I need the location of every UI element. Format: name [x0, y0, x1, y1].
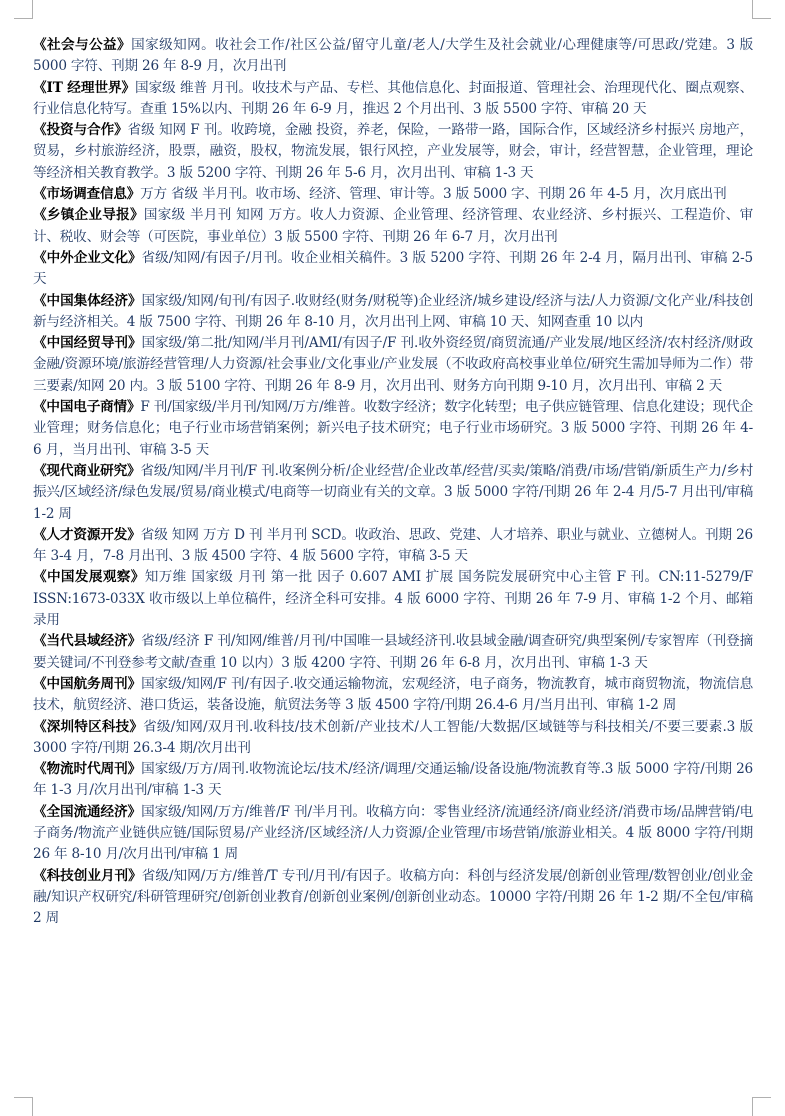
journal-title: 《全国流通经济》 [33, 803, 142, 820]
journal-entry [33, 205, 753, 248]
journal-title: 《中国经贸导刊》 [33, 335, 142, 352]
journal-title: 《人才资源开发》 [33, 526, 141, 543]
journal-entry [33, 631, 753, 674]
journal-description: 省级/经济 F 刊/知网/维普/月刊/中国唯一县域经济刊.收县域金融/调查研究/典型案例/专家智库（刊登摘要关键词/不刊登参考文献/查重 10 以内）3 版 4200 字符、刊期 26 年 6-8 月，次月出刊、审稿 1-3 天 [33, 633, 753, 671]
journal-entry [33, 802, 753, 866]
journal-title: 《乡镇企业导报》 [33, 207, 144, 224]
journal-entry [33, 525, 753, 568]
journal-title: 《中国发展观察》 [33, 569, 145, 586]
journal-description: 国家级/第二批/知网/半月刊/AMI/有因子/F 刊.收外资经贸/商贸流通/产业发展/地区经济/农村经济/财政金融/资源环境/旅游经营管理/人力资源/社会事业/文化事业/产业发展（不收政府高校事业单位/研究生需加导师为二作）带三要素/知网 20 内。3 版 5100 字符、刊期 26 年 8-9 月，次月出刊、财务方向刊期 9-10 月，次月出刊、审稿 2 天 [33, 335, 753, 394]
journal-entry [33, 866, 753, 930]
crop-mark-bottom-left [14, 1097, 33, 1116]
crop-mark-top-right [752, 0, 771, 19]
journal-title: 《中国航务周刊》 [33, 675, 142, 692]
journal-description: 万方 省级 半月刊。收市场、经济、管理、审计等。3 版 5000 字、刊期 26 年 4-5 月，次月底出刊 [140, 186, 727, 203]
journal-entry [33, 184, 753, 205]
journal-title: 《当代县域经济》 [33, 633, 142, 650]
journal-description: 省级/知网/万方/维普/T 专刊/月刊/有因子。收稿方向：科创与经济发展/创新创业管理/数智创业/创业金融/知识产权研究/科研管理研究/创新创业教育/创新创业案例/创新创业动态。10000 字符/刊期 26 年 1-2 期/不全包/审稿 2 周 [33, 867, 753, 927]
journal-entry [33, 461, 753, 525]
journal-description: 国家级知网。收社会工作/社区公益/留守儿童/老人/大学生及社会就业/心理健康等/可思政/党建。3 版 5000 字符、刊期 26 年 8-9 月，次月出刊 [33, 37, 753, 75]
journal-entry [33, 759, 753, 802]
journal-description: 省级/知网/有因子/月刊。收企业相关稿件。3 版 5200 字符、刊期 26 年 2-4 月，隔月出刊、审稿 2-5 天 [33, 249, 753, 288]
journal-entry [33, 717, 753, 760]
journal-title: 《科技创业月刊》 [33, 867, 142, 884]
journal-description: 省级 知网 万方 D 刊 半月刊 SCD。收政治、思政、党建、人才培养、职业与就业、立德树人。刊期 26 年 3-4 月，7-8 月出刊、3 版 4500 字符、4 版 5600 字符，审稿 3-5 天 [33, 526, 754, 565]
journal-title: 《中国电子商情》 [33, 399, 141, 416]
journal-entry [33, 291, 753, 334]
journal-entry [33, 567, 753, 631]
journal-description: 国家级/知网/旬刊/有因子.收财经(财务/财税等)企业经济/城乡建设/经济与法/人力资源/文化产业/科技创新与经济相关。4 版 7500 字符、刊期 26 年 8-10 月，次月出刊上网、审稿 10 天、知网查重 10 以内 [33, 292, 753, 330]
journal-title: 《IT 经理世界》 [33, 79, 136, 96]
journal-description: 知万维 国家级 月刊 第一批 因子 0.607 AMI 扩展 国务院发展研究中心主管 F 刊。CN:11-5279/F ISSN:1673-033X 收市级以上单位稿件，经济全科可安排。4 版 6000 字符、刊期 26 年 7-9 月、审稿 1-2 个月、邮箱录用 [33, 569, 753, 629]
journal-description: 国家级/知网/万方/维普/F 刊/半月刊。收稿方向：零售业经济/流通经济/商业经济/消费市场/品牌营销/电子商务/物流产业链供应链/国际贸易/产业经济/区域经济/人力资源/企业管理/市场营销/旅游业相关。4 版 8000 字符/刊期 26 年 8-10 月/次月出刊/审稿 1 周 [33, 803, 753, 863]
journal-description: 国家级 维普 月刊。收技术与产品、专栏、其他信息化、封面报道、管理社会、治理现代化、圈点观察、行业信息化特写。查重 15%以内、刊期 26 年 6-9 月，推迟 2 个月出刊、3 版 5500 字符、审稿 20 天 [33, 79, 753, 117]
journal-entry [33, 397, 753, 461]
journal-description: 省级/知网/双月刊.收科技/技术创新/产业技术/人工智能/大数据/区域链等与科技相关/不要三要素.3 版 3000 字符/刊期 26.3-4 期/次月出刊 [33, 718, 753, 756]
journal-description: 国家级/万方/周刊.收物流论坛/技术/经济/调理/交通运输/设备设施/物流教育等.3 版 5000 字符/刊期 26 年 1-3 月/次月出刊/审稿 1-3 天 [33, 761, 753, 799]
crop-mark-top-left [14, 0, 33, 19]
journal-description: 国家级 半月刊 知网 万方。收人力资源、企业管理、经济管理、农业经济、乡村振兴、工程造价、审计、税收、财会等（可医院，事业单位）3 版 5500 字符、刊期 26 年 6-7 月，次月出刊 [33, 207, 753, 245]
journal-description: F 刊/国家级/半月刊/知网/万方/维普。收数字经济；数字化转型；电子供应链管理、信息化建设；现代企业管理；财务信息化；电子行业市场营销案例；新兴电子技术研究；电子行业市场研究。3 版 5000 字符、刊期 26 年 4-6 月，当月出刊、审稿 3-5 天 [33, 399, 753, 458]
journal-title: 《社会与公益》 [33, 37, 132, 53]
journal-title: 《市场调查信息》 [33, 186, 141, 203]
journal-title: 《投资与合作》 [33, 122, 128, 139]
crop-mark-bottom-right [752, 1097, 771, 1116]
journal-title: 《现代商业研究》 [33, 462, 141, 479]
journal-entry [33, 248, 753, 291]
journal-list [33, 35, 753, 929]
journal-title: 《物流时代周刊》 [33, 761, 142, 778]
journal-title: 《中国集体经济》 [33, 292, 142, 309]
journal-description: 省级 知网 F 刊。收跨境，金融 投资，养老，保险，一路带一路，国际合作，区域经济乡村振兴 房地产，贸易，乡村旅游经济，股票，融资，股权，物流发展，银行风控，产业发展等，财会，审计，经营智慧，企业管理，理论等经济相关教育教学。3 版 5200 字符、刊期 26 年 5-6 月，次月出刊、审稿 1-3 天 [33, 122, 753, 181]
journal-entry [33, 78, 753, 121]
journal-entry [33, 674, 753, 717]
journal-entry [33, 333, 753, 397]
journal-entry [33, 35, 753, 78]
journal-entry [33, 120, 753, 184]
journal-title: 《深圳特区科技》 [33, 718, 144, 735]
journal-description: 省级/知网/半月刊/F 刊.收案例分析/企业经营/企业改革/经营/买卖/策略/消费/市场/营销/新质生产力/乡村振兴/区域经济/绿色发展/贸易/商业模式/电商等一切商业有关的文章。3 版 5000 字符/刊期 26 年 2-4 月/5-7 月出刊/审稿 1-2 周 [33, 462, 753, 522]
journal-title: 《中外企业文化》 [33, 249, 142, 266]
journal-description: 国家级/知网/F 刊/有因子.收交通运输物流，宏观经济，电子商务，物流教育，城市商贸物流，物流信息技术，航贸经济、港口货运，装备设施，航贸法务等 3 版 4500 字符/刊期 26.4-6 月/当月出刊、审稿 1-2 周 [33, 675, 753, 714]
